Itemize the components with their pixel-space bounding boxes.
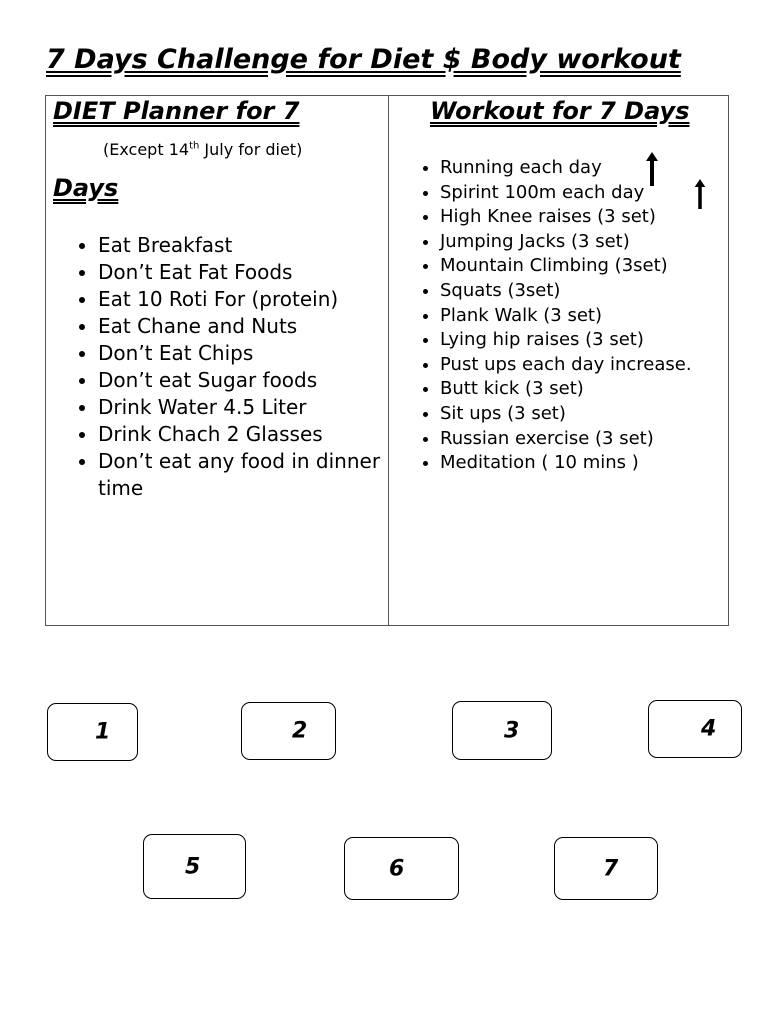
up-arrow-icon (646, 152, 658, 186)
workout-heading: Workout for 7 Days (430, 97, 690, 125)
list-item: • Butt kick (3 set) (440, 377, 740, 402)
day-box-2 (241, 702, 336, 760)
day-number: 1 (95, 719, 111, 745)
list-item: • Eat Breakfast (98, 232, 398, 259)
diet-note-sup: th (189, 140, 200, 152)
list-item: • Don’t eat any food in dinner time (98, 448, 398, 502)
diet-note-suffix: July for diet) (199, 140, 303, 159)
planner-table (45, 95, 729, 626)
list-item: • Lying hip raises (3 set) (440, 328, 740, 353)
list-item: • Don’t eat Sugar foods (98, 367, 398, 394)
list-item: • Don’t Eat Chips (98, 340, 398, 367)
diet-note (103, 140, 302, 159)
list-item: • Jumping Jacks (3 set) (440, 230, 740, 255)
list-item: • Sit ups (3 set) (440, 402, 740, 427)
workout-list (416, 156, 740, 476)
day-number: 3 (504, 718, 520, 743)
list-item: • Drink Water 4.5 Liter (98, 394, 398, 421)
list-item: • Meditation ( 10 mins ) (440, 451, 740, 476)
day-box-1 (47, 703, 138, 761)
list-item: • Don’t Eat Fat Foods (98, 259, 398, 286)
diet-heading: DIET Planner for 7 (53, 97, 300, 125)
day-number: 7 (603, 856, 619, 881)
list-item: • Eat Chane and Nuts (98, 313, 398, 340)
day-box-6 (344, 837, 459, 900)
diet-list (74, 232, 398, 502)
list-item: • Running each day (440, 156, 740, 181)
list-item: • Russian exercise (3 set) (440, 427, 740, 452)
day-box-7 (554, 837, 658, 900)
diet-note-prefix: (Except 14 (103, 140, 190, 159)
list-item: • Spirint 100m each day (440, 181, 740, 206)
day-number: 5 (185, 854, 201, 879)
page-title: 7 Days Challenge for Diet $ Body workout (46, 44, 681, 75)
days-heading: Days (53, 174, 119, 202)
list-item: • High Knee raises (3 set) (440, 205, 740, 230)
day-number: 6 (389, 856, 405, 881)
day-box-5 (143, 834, 246, 899)
list-item: • Eat 10 Roti For (protein) (98, 286, 398, 313)
up-arrow-icon (694, 179, 706, 209)
list-item: • Squats (3set) (440, 279, 740, 304)
day-number: 2 (292, 718, 308, 744)
list-item: • Drink Chach 2 Glasses (98, 421, 398, 448)
day-box-4 (648, 700, 742, 758)
list-item: • Mountain Climbing (3set) (440, 254, 740, 279)
list-item: • Pust ups each day increase. (440, 353, 740, 378)
day-box-3 (452, 701, 552, 760)
day-number: 4 (701, 716, 717, 742)
list-item: • Plank Walk (3 set) (440, 304, 740, 329)
